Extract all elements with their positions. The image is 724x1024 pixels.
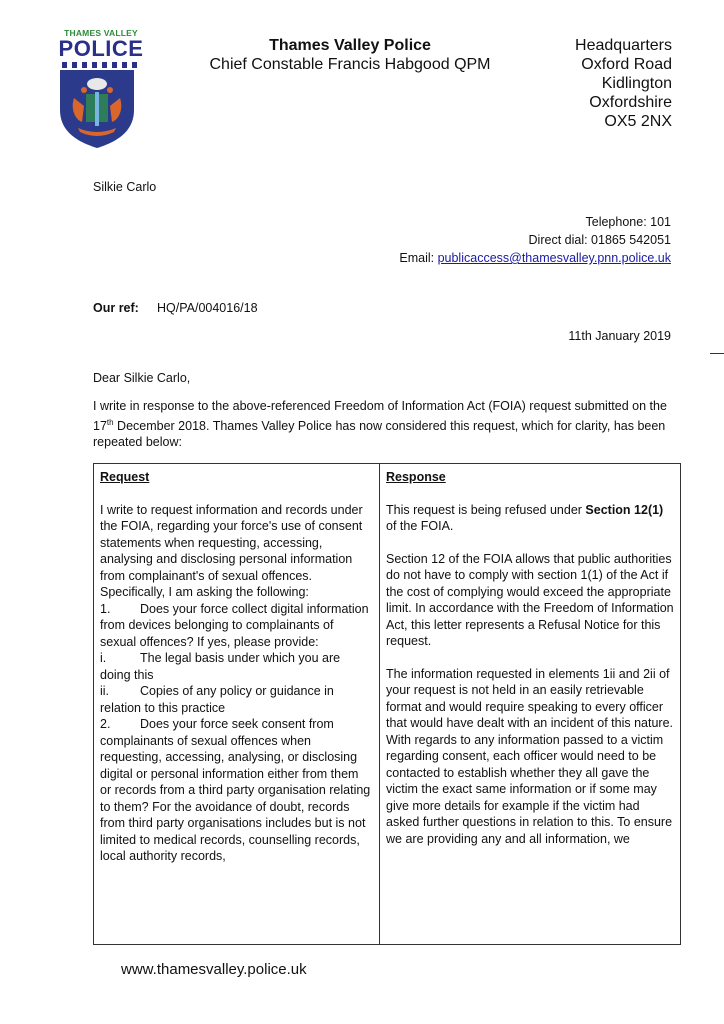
request-item	[100, 716, 373, 865]
ref-value: HQ/PA/004016/18	[157, 301, 258, 315]
telephone: Telephone: 101	[585, 215, 671, 229]
org-name: Thames Valley Police	[269, 37, 431, 54]
margin-mark	[710, 353, 724, 354]
chief-constable: Chief Constable Francis Habgood QPM	[209, 56, 491, 73]
logo-main-text: POLICE	[58, 36, 144, 61]
item-number: 2.	[100, 717, 111, 731]
salutation: Dear Silkie Carlo,	[93, 371, 191, 385]
intro-text: December 2018. Thames Valley Police has now considered this request, which for clarity, has been repeated below:	[93, 418, 666, 450]
request-item	[100, 650, 373, 683]
intro-text: I write in response to the above-referenced Freedom of Information Act (FOIA) request submitted on the 17	[93, 399, 667, 433]
response-details: The information requested in elements 1ii and 2ii of your request is not held in an easily retrievable format and would require speaking to every officer that would have dealt with an incident of this nature. With regards to any information passed to a victim regarding consent, each officer would need to be contacted to establish whether they all gave the victim the exact same information or if some may give more details for example if the victim had asked further questions in relation to this. To ensure we are providing any and all information, we	[386, 666, 673, 846]
email-label: Email:	[399, 251, 438, 265]
our-reference	[93, 301, 258, 315]
address-line: OX5 2NX	[604, 113, 672, 130]
email-line	[399, 249, 671, 267]
refusal-section: Section 12(1)	[585, 502, 664, 517]
item-text: Does your force collect digital information from devices belonging to complainants of sexual offences? If yes, please provide:	[100, 601, 369, 649]
police-logo	[58, 28, 144, 146]
intro-sup: th	[106, 417, 114, 427]
request-specifically: Specifically, I am asking the following:	[100, 585, 309, 599]
address-line: Kidlington	[601, 75, 672, 92]
item-text: The legal basis under which you are doing this	[100, 651, 341, 682]
intro-paragraph	[93, 398, 683, 451]
recipient-name: Silkie Carlo	[93, 180, 157, 194]
item-text: Does your force seek consent from complainants of sexual offences when requesting, accessing, analysing, or disclosing digital or personal information either from them or records from a third party organisation relating to them? For the avoidance of doubt, records from third party organisations includes but is not limited to medical records, counselling records, local authority records,	[100, 717, 371, 863]
request-item	[100, 683, 373, 716]
email-link[interactable]: publicaccess@thamesvalley.pnn.police.uk	[437, 251, 671, 265]
request-column	[94, 464, 380, 944]
contact-block	[399, 213, 671, 267]
letter-date: 11th January 2019	[568, 329, 671, 343]
address-line: Oxfordshire	[589, 94, 672, 111]
hq-address	[520, 36, 672, 131]
crest-shield-icon	[58, 70, 136, 148]
logo-top-text: THAMES VALLEY	[64, 28, 138, 38]
request-item	[100, 601, 373, 651]
direct-dial: Direct dial: 01865 542051	[528, 233, 671, 247]
address-line: Oxford Road	[581, 56, 672, 73]
item-number: 1.	[100, 601, 111, 616]
response-header: Response	[386, 470, 446, 484]
response-column	[380, 464, 680, 944]
item-number: i.	[100, 651, 107, 665]
request-intro: I write to request information and records under the FOIA, regarding your force's use of consent statements when requesting, accessing, analysing and disclosing personal information from complainant's of sexual offences.	[100, 502, 363, 583]
item-text: Copies of any policy or guidance in relation to this practice	[100, 684, 334, 715]
request-header: Request	[100, 470, 150, 484]
refusal-text: of the FOIA.	[386, 519, 454, 533]
letterhead-title	[180, 36, 520, 74]
logo-checkerboard	[62, 62, 140, 68]
address-line: Headquarters	[575, 37, 672, 54]
refusal-text: This request is being refused under	[386, 502, 586, 517]
footer-website[interactable]: www.thamesvalley.police.uk	[121, 961, 307, 978]
ref-label: Our ref:	[93, 301, 139, 315]
response-section12: Section 12 of the FOIA allows that public authorities do not have to comply with section 1(1) of the Act if the cost of complying would exceed the appropriate limit. In accordance with the Freedom of Information Act, this letter represents a Refusal Notice for this request.	[386, 551, 674, 648]
item-number: ii.	[100, 684, 110, 698]
response-refusal	[386, 502, 674, 535]
request-response-table	[93, 463, 681, 945]
